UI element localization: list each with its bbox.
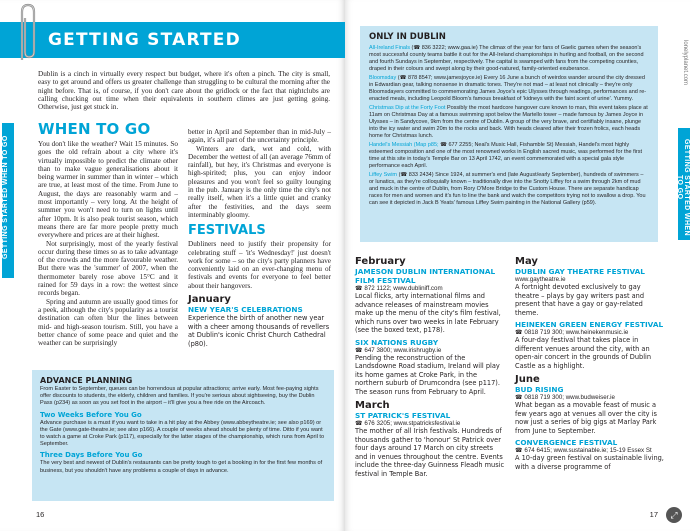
side-url: lonelyplanet.com	[682, 40, 688, 86]
page-number-right: 17	[649, 510, 658, 519]
two-weeks-heading: Two Weeks Before You Go	[40, 410, 142, 419]
month-may: May	[515, 256, 538, 267]
event-desc-convergence: A 10-day green festival on sustainable living, with a diverse programme of	[515, 454, 664, 471]
expand-icon[interactable]: ⤢	[666, 507, 682, 523]
event-title-jdiff: JAMESON DUBLIN INTERNATIONAL FILM FESTIVAL	[355, 267, 496, 285]
column-a	[38, 120, 178, 348]
only-in-dublin-heading: ONLY IN DUBLIN	[369, 32, 446, 42]
column-c	[355, 256, 505, 478]
when-paragraph-5: Winters are dark, wet and cold, with December the wettest of all (an average 76mm of rainfall), but hey, it's Christmas and everyone is high-spirited; plus, you can enjoy indoor pleasures and you won't feel so guilty lounging in the pub. January is the only time the city's not really itself, when it's a little quiet and cranky after the festivities, and the days seem interminably gloomy.	[188, 144, 331, 219]
event-meta-heineken: ☎ 0818 719 300; www.heinekenmusic.ie	[515, 329, 629, 336]
event-desc-bud-rising: What began as a movable feast of music a few years ago at venues all over the city is now just a series of big gigs at Marlay Park from June to September.	[515, 401, 657, 435]
column-d	[515, 256, 665, 471]
event-title-convergence: CONVERGENCE FESTIVAL	[515, 438, 618, 447]
when-paragraph-2: Not surprisingly, most of the yearly festival occur during these times so as to take advantage of the crowds and the more favourable weather. But there was the 'summer' of 2007, when the thermometer barely rose above 15°C and it rained for 59 days in a row: the wettest since records began.	[38, 239, 178, 298]
event-desc-gay-theatre: A fortnight devoted exclusively to gay theatre – plays by gay writers past and present that have a gay or gay-related theme.	[515, 283, 645, 317]
festivals-paragraph: Dubliners need to justify their propensity for celebrating stuff – 'it's Wednesday!' just doesn't work for some – so the city's party planners have conveniently laid on an ever-changing menu of festivals and events for everyone to feel better about their hangovers.	[188, 240, 331, 290]
side-tab-right: GETTING STARTED WHEN TO GO	[678, 128, 690, 240]
event-desc-rugby: Pending the reconstruction of the Landsdowne Road stadium, Ireland will play its home games at Croke Park, in the northern suburb of Drumcondra (see p117). The season runs from February to April.	[355, 353, 500, 396]
event-title-bud-rising: BUD RISING	[515, 385, 564, 394]
month-june: June	[515, 374, 540, 385]
intro-paragraph: Dublin is a cinch in virtually every respect but budget, where it's often a pinch. The city is small, easy to get around and offers us greater challenge than struggling to be cultural the morning after the night before. That is, of course, if you don't care about the gridlock or the fact that nightclubs are calling chucking out time when their equivalents in southern climes are just getting going. Otherwise, just get stuck in.	[38, 70, 330, 112]
event-meta-jdiff: ☎ 872 1122; www.dubliniff.com	[355, 285, 443, 292]
advance-planning-heading: ADVANCE PLANNING	[40, 376, 133, 385]
month-february: February	[355, 256, 406, 267]
only-item-bloomsday: Bloomsday (☎ 878 8547; www.jamesjoyce.ie) Every 16 June a bunch of weirdos wander around the city dressed in Edwardian gear, talking nonsense in dramatic tones. They're not mad – at least not clinically – they're only Bloomsdayers committed to commemorating James Joyce's epic Ulysses through readings, performances and re-enacted meals, including Leopold Bloom's famous breakfast of 'kidneys with the faint scent of urine'. Yummy.	[369, 75, 647, 102]
event-meta-gay-theatre: www.gaytheatre.ie	[515, 276, 566, 283]
advance-planning-p3: The very best and newest of Dublin's restaurants can be pretty tough to get a booking in for the first few months of business, but you shouldn't have any problems a couple of days in advance.	[40, 460, 323, 474]
page-title: GETTING STARTED	[48, 30, 241, 50]
advance-planning-p2: Advance purchase is a must if you want to take in a hit play at the Abbey (www.abbeytheatre.ie; see also p169) or the Gate (www.gate-theatre.ie; see also p166). A couple of weeks ahead should be plenty of time. Ditto if you want to watch a game at Croke Park (p117), especially for the latter stages of the championship, which runs from April to September.	[40, 419, 325, 448]
advance-planning-p1: From Easter to September, queues can be horrendous at popular attractions; arrive early. Most fee-paying sights offer discounts to students, the elderly, children and families. If you're serious about sightseeing, buy the Dublin Pass (p234) as soon as you set foot in the airport – it'll give you a free ride on the Aircoach.	[40, 386, 319, 407]
page-number-left: 16	[36, 510, 45, 519]
event-title-nye: NEW YEAR'S CELEBRATIONS	[188, 305, 303, 315]
when-paragraph-4: better in April and September than in mid-July – again, it's all part of the uncertainty principle.	[188, 128, 331, 145]
event-meta-st-patricks: ☎ 676 3205; www.stpatricksfestival.ie	[355, 420, 461, 427]
event-title-rugby: SIX NATIONS RUGBY	[355, 337, 439, 347]
event-meta-rugby: ☎ 647 3800; www.irishrugby.ie	[355, 346, 442, 354]
when-paragraph-1: You don't like the weather? Wait 15 minutes. So goes the old refrain about a city where it's virtually impossible to predict the climate other than to make vague generalisations about it being warmer in summer than in winter – which are true, at least most of the time. From June to August, the days are reasonably warm and – most importantly – very long. At the height of summer you won't need to turn on lights until after 10pm. It is also peak tourist season, which means there are far more people pretty much everywhere and prices are at their highest.	[38, 140, 178, 240]
when-paragraph-3: Spring and autumn are usually good times for a peek, although the city's popularity as a tourist destination can often blur the lines between mid- and high-season tourism. Still, you have a better chance of some peace and quiet and the weather can be surprisingly	[38, 297, 178, 348]
when-to-go-heading: WHEN TO GO	[38, 120, 151, 138]
side-tab-left: GETTING STARTED WHEN TO GO	[2, 123, 14, 278]
only-item-christmas-dip: Christmas Dip at the Forty Foot Possibly the most hardcore hangover cure known to man, this event takes place at 11am on Christmas Day at a famous swimming spot below the Martello tower – made famous by James Joyce in Ulysses – in Sandycove, 9km from the centre of Dublin. A group of the very brave, and certifiably insane, plunge into the icy water and swim 20m to the rocks and back. With heads cleared after their frozen frolics, each heads home for Christmas lunch.	[369, 105, 648, 139]
only-item-handels-messiah: Handel's Messiah (Map p85; ☎ 677 2255; Neal's Music Hall, Fishamble St) Messiah, Handel's most highly esteemed composition and one of the most renowned works in English sacred music, was performed for the first time at this site in today's Temple Bar on 13 April 1742, an event commemorated with a special gala style performance each April.	[369, 142, 642, 169]
event-title-heineken: HEINEKEN GREEN ENERGY FESTIVAL	[515, 320, 664, 329]
event-meta-convergence: ☎ 674 6415; www.sustainable.ie; 15-19 Essex St	[515, 447, 652, 454]
title-bar	[0, 22, 345, 58]
three-days-heading: Three Days Before You Go	[40, 451, 143, 460]
event-title-gay-theatre: DUBLIN GAY THEATRE FESTIVAL	[515, 267, 645, 276]
only-item-all-ireland: All-Ireland Finals (☎ 836 3222; www.gaa.ie) The climax of the year for fans of Gaelic games when the season's most successful county teams battle it out for the All-Ireland championships in hurling and football, on the second and fourth Sundays in September, respectively. The capital is swamped with fans from the competing counties, draped in their colours and swept along by their good-natured, family-oriented exuberance.	[369, 45, 644, 72]
event-desc-st-patricks: The mother of all Irish festivals. Hundreds of thousands gather to 'honour' St Patrick over four days around 17 March on city streets and in venues throughout the centre. Events include the three-day Guinness Fleadh music festival in Temple Bar.	[355, 427, 505, 478]
advance-planning-box	[32, 370, 334, 501]
event-desc-heineken: A four-day festival that takes place in different venues around the city, with an open-air concert in the grounds of Dublin Castle as a highlight.	[515, 336, 652, 370]
month-march: March	[355, 400, 390, 411]
month-january: January	[188, 294, 231, 306]
paper-clip-icon	[14, 2, 40, 64]
event-desc-jdiff: Local flicks, arty international films and advance releases of mainstream movies make up the menu of the city's film festival, which runs over two weeks in late February (see the boxed text, p178).	[355, 292, 501, 334]
festivals-heading: FESTIVALS	[188, 223, 266, 239]
only-in-dublin-box	[360, 26, 658, 242]
event-title-st-patricks: ST PATRICK'S FESTIVAL	[355, 411, 451, 420]
left-page	[0, 0, 345, 531]
column-b	[188, 128, 331, 348]
event-desc-nye: Experience the birth of another new year with a cheer among thousands of revellers at Dublin's iconic Christ Church Cathedral (p80).	[188, 314, 330, 348]
event-meta-bud-rising: ☎ 0818 719 300; www.budweiser.ie	[515, 394, 615, 401]
only-item-liffey-swim: Liffey Swim (☎ 833 2434) Since 1924, at summer's end (late August/early September), hundreds of swimmers – or lunatics, as they're colloquially known – traditionally dive into the Snotty Liffey for a swim through 2km of mud and muck in the centre of Dublin, from Rory O'More Bridge to the Custom House. There are separate handicap races for men and women and it's fun to line the bank and watch the competitors trying not to swallow a drop. You can see it depicted in Jack B Yeats' famous Liffey Swim painting in the National Gallery (p59).	[369, 172, 646, 207]
